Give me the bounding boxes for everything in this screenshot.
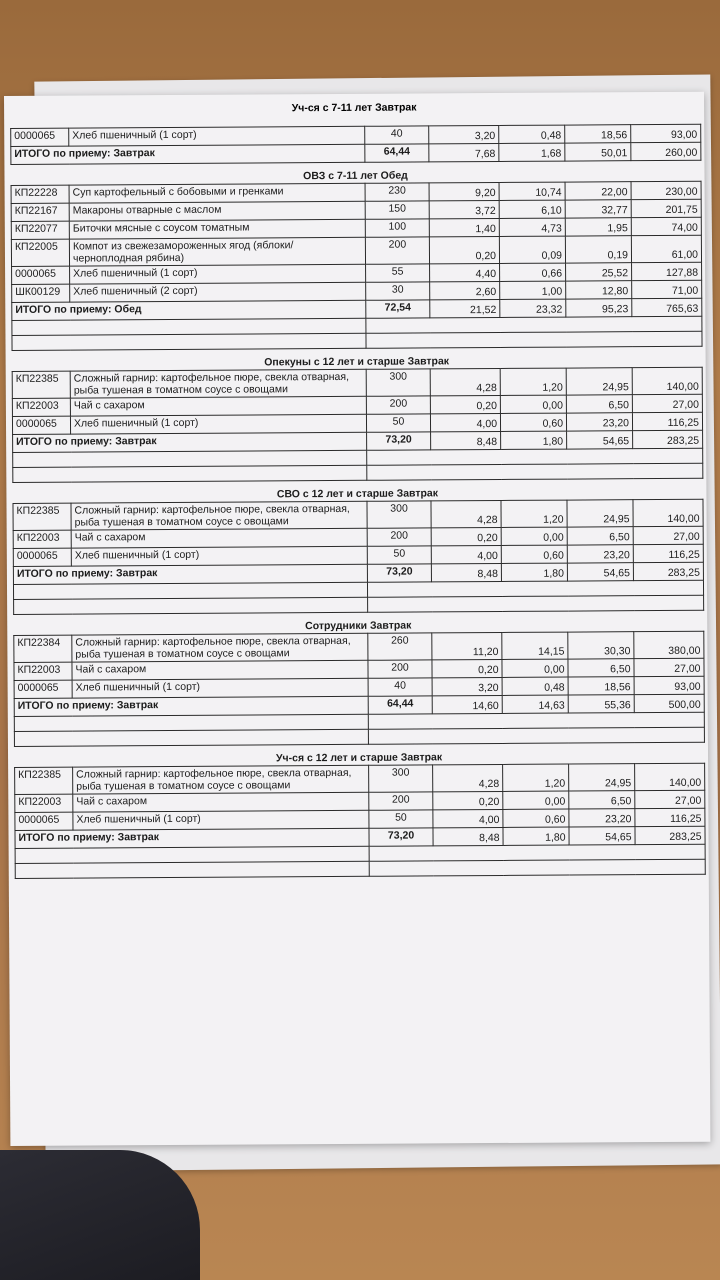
item-name: Хлеб пшеничный (1 сорт) [69,126,365,146]
item-weight: 200 [369,792,433,810]
item-weight: 200 [366,396,430,414]
item-carbs: 1,95 [565,218,631,236]
menu-table [11,181,703,351]
item-name: Суп картофельный с бобовыми и гренками [69,183,365,203]
item-protein: 3,72 [429,200,499,218]
menu-sheet [4,92,710,1146]
item-kcal: 116,25 [633,544,703,562]
item-kcal: 27,00 [633,526,703,544]
item-name: Сложный гарнир: картофельное пюре, свекла отварная, рыба тушеная в томатном соусе с овощами [71,501,367,530]
item-weight: 300 [366,369,430,396]
item-protein: 4,40 [430,263,500,281]
total-label: ИТОГО по приему: Завтрак [13,564,367,584]
item-protein: 9,20 [429,182,499,200]
item-carbs: 12,80 [566,281,632,299]
item-kcal: 116,25 [632,412,702,430]
item-protein: 4,28 [433,764,503,791]
total-carbs: 54,65 [569,827,635,845]
item-weight: 200 [367,528,431,546]
item-code: 0000065 [12,266,70,284]
item-weight: 30 [366,282,430,300]
item-weight: 150 [365,201,429,219]
total-kcal: 500,00 [634,694,704,712]
menu-table [10,124,701,165]
item-name: Чай с сахаром [73,792,369,812]
item-code: 0000065 [12,416,70,434]
item-protein: 11,20 [432,632,502,659]
menu-table [14,763,706,879]
item-kcal: 27,00 [632,394,702,412]
item-carbs: 0,19 [565,236,631,263]
item-fat: 14,15 [502,632,568,659]
item-protein: 0,20 [430,395,500,413]
table-row [11,235,701,266]
item-carbs: 32,77 [565,200,631,218]
table-row [12,367,702,398]
item-carbs: 18,56 [565,125,631,143]
item-kcal: 93,00 [631,124,701,142]
item-carbs: 22,00 [565,182,631,200]
item-code: КП22228 [11,185,69,203]
item-fat: 0,60 [501,545,567,563]
total-kcal: 260,00 [631,142,701,160]
item-fat: 0,66 [500,263,566,281]
total-protein: 21,52 [430,299,500,317]
item-fat: 1,20 [501,500,567,527]
total-label: ИТОГО по приему: Обед [12,300,366,320]
total-carbs: 95,23 [566,299,632,317]
item-carbs: 30,30 [568,632,634,659]
item-kcal: 93,00 [634,676,704,694]
item-code: КП22003 [15,794,73,812]
item-weight: 40 [365,126,429,144]
total-weight: 64,44 [368,696,432,714]
item-kcal: 201,75 [631,199,701,217]
item-code: 0000065 [14,680,72,698]
total-fat: 14,63 [502,695,568,713]
menu-table [13,631,705,747]
total-protein: 8,48 [433,827,503,845]
section-title: Сотрудники Завтрак [305,619,412,633]
total-kcal: 765,63 [632,298,702,316]
item-carbs: 18,56 [568,677,634,695]
table-row [13,499,703,530]
table-row [14,631,704,662]
total-kcal: 283,25 [633,562,703,580]
total-carbs: 55,36 [568,695,634,713]
item-fat: 0,60 [500,413,566,431]
total-fat: 1,80 [503,827,569,845]
item-weight: 300 [369,765,433,792]
item-fat: 0,00 [501,527,567,545]
footer-section-title: Уч-ся с 7-11 лет Завтрак [291,101,417,115]
item-fat: 0,60 [503,809,569,827]
item-carbs: 23,20 [566,413,632,431]
item-weight: 50 [366,414,430,432]
item-code: КП22003 [13,530,71,548]
item-carbs: 6,50 [569,791,635,809]
total-carbs: 54,65 [567,563,633,581]
item-name: Биточки мясные с соусом томатным [69,219,365,239]
item-name: Хлеб пшеничный (1 сорт) [70,264,366,284]
item-fat: 4,73 [499,218,565,236]
item-protein: 4,00 [430,413,500,431]
item-fat: 10,74 [499,182,565,200]
total-weight: 73,20 [367,432,431,450]
item-fat: 0,09 [499,236,565,263]
item-code: ШК00129 [12,284,70,302]
item-kcal: 140,00 [633,499,703,526]
menu-table [12,367,704,483]
table-row [15,763,705,794]
item-weight: 200 [368,660,432,678]
item-kcal: 380,00 [634,631,704,658]
item-carbs: 25,52 [566,263,632,281]
item-kcal: 61,00 [631,235,701,262]
item-fat: 0,00 [500,395,566,413]
item-protein: 4,00 [431,545,501,563]
item-protein: 1,40 [429,218,499,236]
item-weight: 50 [367,546,431,564]
item-carbs: 24,95 [566,368,632,395]
section-title: СВО с 12 лет и старше Завтрак [276,487,439,501]
total-weight: 73,20 [369,828,433,846]
item-fat: 1,00 [500,281,566,299]
item-weight: 260 [368,633,432,660]
item-carbs: 23,20 [569,809,635,827]
item-name: Сложный гарнир: картофельное пюре, свекла отварная, рыба тушеная в томатном соусе с овощами [73,765,369,794]
item-weight: 40 [368,678,432,696]
item-protein: 0,20 [433,791,503,809]
item-code: 0000065 [15,812,73,830]
item-kcal: 116,25 [635,808,705,826]
item-carbs: 24,95 [569,764,635,791]
item-carbs: 6,50 [568,659,634,677]
item-name: Хлеб пшеничный (1 сорт) [71,546,367,566]
item-weight: 230 [365,183,429,201]
item-fat: 1,20 [500,368,566,395]
item-kcal: 74,00 [631,217,701,235]
item-code: КП22384 [14,635,72,662]
total-weight: 64,44 [365,144,429,162]
total-weight: 73,20 [367,564,431,582]
dark-object [0,1150,200,1280]
item-protein: 0,20 [429,236,499,263]
item-protein: 3,20 [432,677,502,695]
item-protein: 2,60 [430,281,500,299]
item-name: Хлеб пшеничный (1 сорт) [73,810,369,830]
item-weight: 200 [365,237,429,264]
menu-content [10,124,705,885]
item-weight: 55 [366,264,430,282]
item-fat: 1,20 [503,764,569,791]
item-name: Компот из свежезамороженных ягод (яблоки/черноплодная рябина) [69,237,365,266]
item-name: Хлеб пшеничный (2 сорт) [70,282,366,302]
item-carbs: 6,50 [567,527,633,545]
total-label: ИТОГО по приему: Завтрак [15,828,369,848]
item-code: КП22385 [12,371,70,398]
item-fat: 6,10 [499,200,565,218]
item-name: Сложный гарнир: картофельное пюре, свекла отварная, рыба тушеная в томатном соусе с овощами [70,369,366,398]
item-kcal: 27,00 [635,790,705,808]
total-fat: 23,32 [500,299,566,317]
item-kcal: 27,00 [634,658,704,676]
total-protein: 8,48 [431,431,501,449]
item-fat: 0,48 [499,125,565,143]
item-kcal: 71,00 [632,280,702,298]
item-code: 0000065 [13,548,71,566]
total-fat: 1,80 [501,563,567,581]
item-name: Чай с сахаром [71,528,367,548]
item-code: КП22385 [13,503,71,530]
item-weight: 100 [365,219,429,237]
total-kcal: 283,25 [633,430,703,448]
total-protein: 8,48 [431,563,501,581]
item-code: КП22003 [14,662,72,680]
total-carbs: 50,01 [565,143,631,161]
item-kcal: 127,88 [632,262,702,280]
section-title: Опекуны с 12 лет и старше Завтрак [264,355,450,369]
item-code: 0000065 [11,128,69,146]
item-weight: 300 [367,501,431,528]
total-weight: 72,54 [366,300,430,318]
item-protein: 3,20 [429,125,499,143]
menu-table [12,499,704,615]
total-label: ИТОГО по приему: Завтрак [14,696,368,716]
total-fat: 1,80 [501,431,567,449]
total-protein: 14,60 [432,695,502,713]
item-code: КП22167 [11,203,69,221]
item-name: Хлеб пшеничный (1 сорт) [70,414,366,434]
item-kcal: 140,00 [635,763,705,790]
section-title: ОВЗ с 7-11 лет Обед [303,169,408,183]
item-name: Сложный гарнир: картофельное пюре, свекла отварная, рыба тушеная в томатном соусе с овощами [72,633,368,662]
item-kcal: 140,00 [632,367,702,394]
item-weight: 50 [369,810,433,828]
item-code: КП22005 [11,239,69,266]
total-protein: 7,68 [429,143,499,161]
total-carbs: 54,65 [567,431,633,449]
total-label: ИТОГО по приему: Завтрак [13,432,367,452]
item-protein: 4,00 [433,809,503,827]
item-fat: 0,48 [502,677,568,695]
total-kcal: 283,25 [635,826,705,844]
item-code: КП22385 [15,767,73,794]
item-protein: 0,20 [431,527,501,545]
item-protein: 0,20 [432,659,502,677]
item-name: Макароны отварные с маслом [69,201,365,221]
item-code: КП22003 [12,398,70,416]
total-label: ИТОГО по приему: Завтрак [11,144,365,164]
item-fat: 0,00 [502,659,568,677]
item-carbs: 6,50 [566,395,632,413]
item-carbs: 23,20 [567,545,633,563]
section-title: Уч-ся с 12 лет и старше Завтрак [275,751,443,765]
item-name: Хлеб пшеничный (1 сорт) [72,678,368,698]
item-name: Чай с сахаром [72,660,368,680]
total-fat: 1,68 [499,143,565,161]
item-kcal: 230,00 [631,181,701,199]
item-code: КП22077 [11,221,69,239]
item-name: Чай с сахаром [70,396,366,416]
item-protein: 4,28 [430,368,500,395]
item-fat: 0,00 [503,791,569,809]
item-carbs: 24,95 [567,500,633,527]
item-protein: 4,28 [431,500,501,527]
